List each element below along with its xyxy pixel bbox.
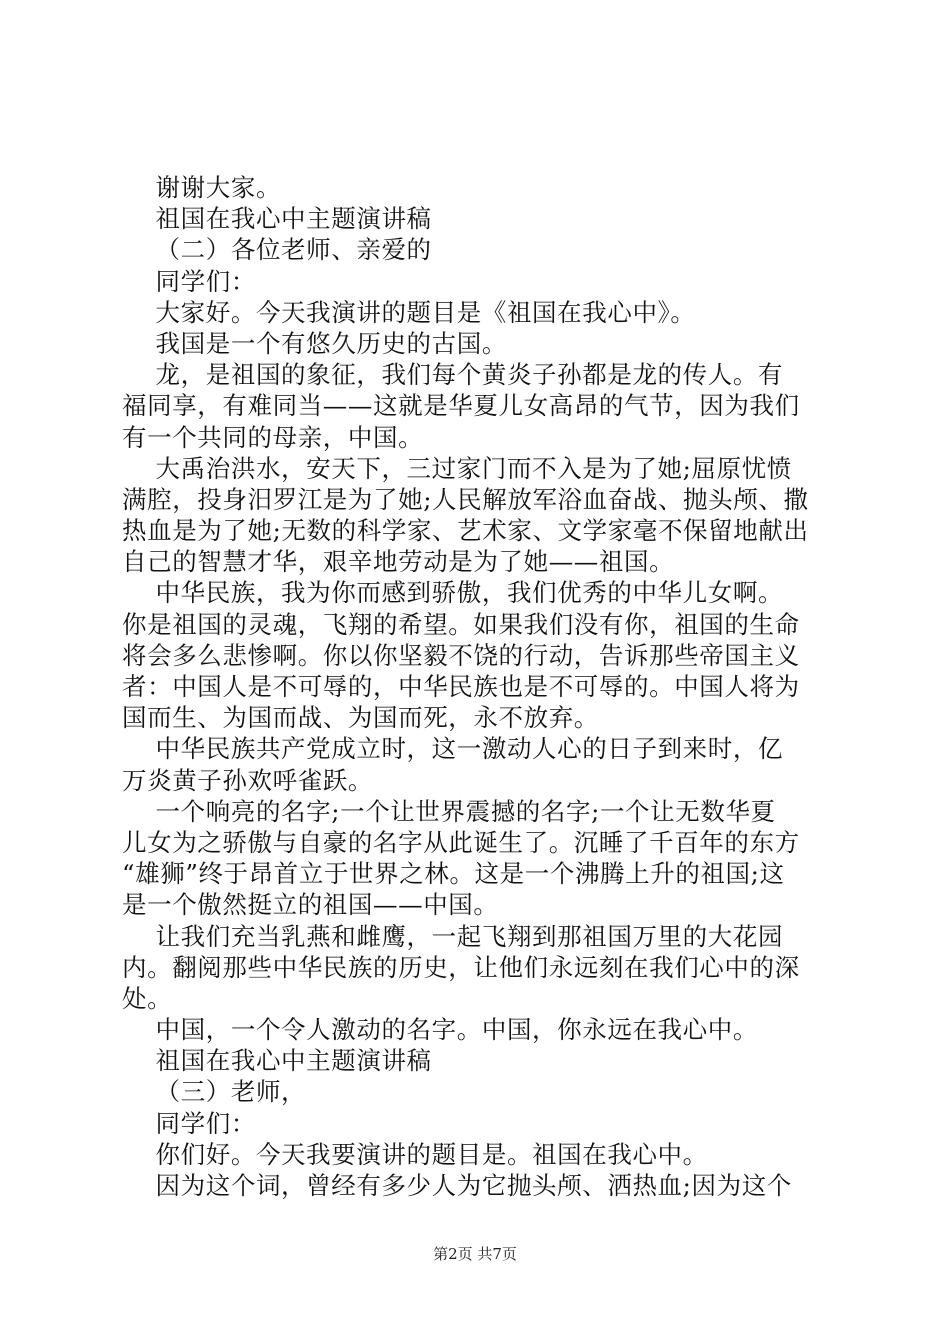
text-line: 你是祖国的灵魂，飞翔的希望。如果我们没有你，祖国的生命: [122, 609, 800, 639]
text-line: 同学们：: [122, 1108, 256, 1138]
text-line: 你们好。今天我要演讲的题目是。祖国在我心中。: [122, 1139, 708, 1169]
text-line: 福同享，有难同当——这就是华夏儿女高昂的气节，因为我们: [122, 391, 800, 421]
text-line: 中华民族，我为你而感到骄傲，我们优秀的中华儿女啊。: [122, 578, 784, 608]
text-line: 祖国在我心中主题演讲稿: [122, 204, 432, 234]
text-line: 我国是一个有悠久历史的古国。: [122, 328, 507, 358]
text-line: 自己的智慧才华，艰辛地劳动是为了她——祖国。: [122, 547, 675, 577]
text-line: 有一个共同的母亲，中国。: [122, 422, 424, 452]
text-line: 中国，一个令人激动的名字。中国，你永远在我心中。: [122, 1015, 758, 1045]
text-line: 国而生、为国而战、为国而死，永不放弃。: [122, 703, 599, 733]
text-line: （三）老师，: [122, 1077, 307, 1107]
text-line: 大禹治洪水，安天下，三过家门而不入是为了她;屈原忧愤: [122, 453, 792, 483]
text-line: 是一个傲然挺立的祖国——中国。: [122, 890, 499, 920]
text-line: （二）各位老师、亲爱的: [122, 235, 432, 265]
text-line: 儿女为之骄傲与自豪的名字从此诞生了。沉睡了千百年的东方: [122, 827, 800, 857]
text-line: 满腔，投身汨罗江是为了她;人民解放军浴血奋战、抛头颅、撒: [122, 484, 809, 514]
text-line: 因为这个词，曾经有多少人为它抛头颅、洒热血;因为这个: [122, 1171, 792, 1200]
text-line: “雄狮”终于昂首立于世界之林。这是一个沸腾上升的祖国;这: [122, 859, 785, 889]
body-text: [122, 172, 834, 1201]
page-footer: 第2页 共7页: [433, 1245, 517, 1263]
text-line: 内。翻阅那些中华民族的历史，让他们永远刻在我们心中的深: [122, 952, 800, 982]
text-line: 万炎黄子孙欢呼雀跃。: [122, 765, 373, 795]
text-line: 将会多么悲惨啊。你以你坚毅不饶的行动，告诉那些帝国主义: [122, 640, 800, 670]
text-line: 同学们：: [122, 266, 256, 296]
text-line: 热血是为了她;无数的科学家、艺术家、文学家毫不保留地献出: [122, 516, 809, 546]
text-line: 者：中国人是不可辱的，中华民族也是不可辱的。中国人将为: [122, 672, 800, 701]
text-line: 祖国在我心中主题演讲稿: [122, 1046, 432, 1076]
text-line: 一个响亮的名字;一个让世界震撼的名字;一个让无数华夏: [122, 796, 776, 826]
text-line: 大家好。今天我演讲的题目是《祖国在我心中》。: [122, 297, 696, 327]
text-line: 处。: [122, 983, 173, 1013]
text-line: 中华民族共产党成立时，这一激动人心的日子到来时，亿: [122, 734, 784, 764]
text-line: 让我们充当乳燕和雌鹰，一起飞翔到那祖国万里的大花园: [122, 921, 784, 951]
text-line: 龙，是祖国的象征，我们每个黄炎子孙都是龙的传人。有: [122, 360, 784, 390]
text-line: 谢谢大家。: [122, 173, 282, 202]
